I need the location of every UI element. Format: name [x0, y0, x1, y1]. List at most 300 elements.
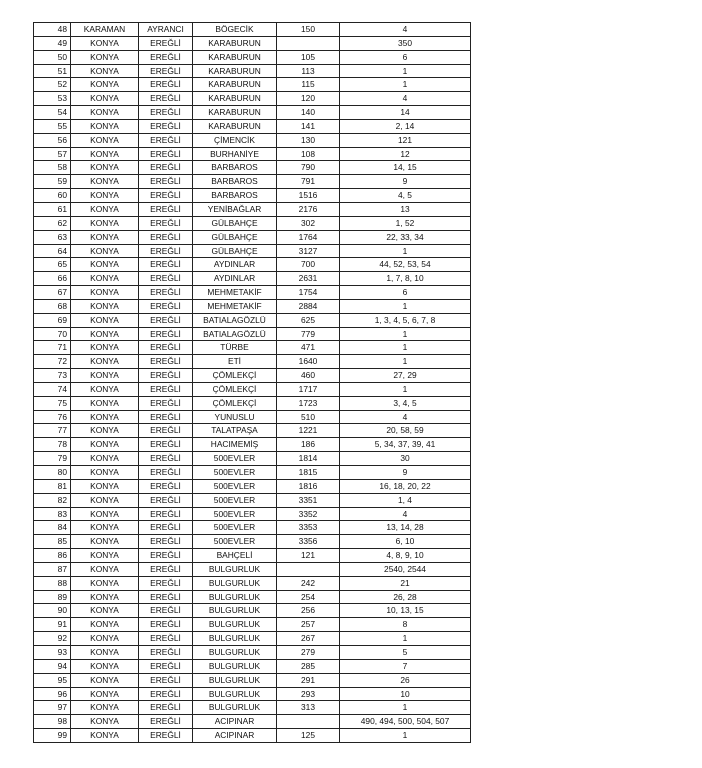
- table-row: [34, 576, 471, 590]
- province-cell: KONYA: [71, 299, 139, 313]
- district-cell: EREĞLİ: [139, 479, 193, 493]
- table-row: [34, 92, 471, 106]
- district-cell: EREĞLİ: [139, 715, 193, 729]
- row-number-cell: 85: [34, 535, 71, 549]
- parcel-cell: 13, 14, 28: [340, 521, 471, 535]
- parcel-cell: 1: [340, 701, 471, 715]
- province-cell: KONYA: [71, 645, 139, 659]
- parcel-cell: 30: [340, 452, 471, 466]
- province-cell: KONYA: [71, 507, 139, 521]
- row-number-cell: 95: [34, 673, 71, 687]
- province-cell: KONYA: [71, 216, 139, 230]
- block-cell: 790: [277, 161, 340, 175]
- row-number-cell: 80: [34, 466, 71, 480]
- neighborhood-cell: BURHANİYE: [193, 147, 277, 161]
- row-number-cell: 48: [34, 23, 71, 37]
- neighborhood-cell: KARABURUN: [193, 78, 277, 92]
- neighborhood-cell: TÜRBE: [193, 341, 277, 355]
- province-cell: KONYA: [71, 479, 139, 493]
- table-row: [34, 466, 471, 480]
- province-cell: KONYA: [71, 618, 139, 632]
- parcel-cell: 1: [340, 64, 471, 78]
- row-number-cell: 59: [34, 175, 71, 189]
- row-number-cell: 90: [34, 604, 71, 618]
- block-cell: 625: [277, 313, 340, 327]
- row-number-cell: 86: [34, 549, 71, 563]
- parcel-cell: 14: [340, 106, 471, 120]
- row-number-cell: 87: [34, 562, 71, 576]
- neighborhood-cell: YUNUSLU: [193, 410, 277, 424]
- neighborhood-cell: 500EVLER: [193, 493, 277, 507]
- neighborhood-cell: GÜLBAHÇE: [193, 244, 277, 258]
- block-cell: 115: [277, 78, 340, 92]
- table-row: [34, 410, 471, 424]
- block-cell: 3353: [277, 521, 340, 535]
- table-row: [34, 313, 471, 327]
- parcel-cell: 4, 5: [340, 189, 471, 203]
- table-row: [34, 382, 471, 396]
- block-cell: 113: [277, 64, 340, 78]
- parcel-cell: 14, 15: [340, 161, 471, 175]
- parcel-cell: 10, 13, 15: [340, 604, 471, 618]
- parcel-cell: 12: [340, 147, 471, 161]
- parcel-cell: 27, 29: [340, 369, 471, 383]
- parcel-cell: 4: [340, 92, 471, 106]
- row-number-cell: 68: [34, 299, 71, 313]
- neighborhood-cell: MEHMETAKİF: [193, 299, 277, 313]
- province-cell: KONYA: [71, 341, 139, 355]
- district-cell: EREĞLİ: [139, 687, 193, 701]
- neighborhood-cell: ACIPINAR: [193, 715, 277, 729]
- parcel-cell: 26, 28: [340, 590, 471, 604]
- province-cell: KARAMAN: [71, 23, 139, 37]
- row-number-cell: 93: [34, 645, 71, 659]
- province-cell: KONYA: [71, 272, 139, 286]
- block-cell: 140: [277, 106, 340, 120]
- row-number-cell: 65: [34, 258, 71, 272]
- province-cell: KONYA: [71, 230, 139, 244]
- table-row: [34, 119, 471, 133]
- province-cell: KONYA: [71, 424, 139, 438]
- neighborhood-cell: 500EVLER: [193, 507, 277, 521]
- block-cell: 1764: [277, 230, 340, 244]
- province-cell: KONYA: [71, 729, 139, 743]
- table-row: [34, 687, 471, 701]
- parcel-cell: 4: [340, 23, 471, 37]
- parcel-cell: 26: [340, 673, 471, 687]
- province-cell: KONYA: [71, 590, 139, 604]
- district-cell: EREĞLİ: [139, 119, 193, 133]
- neighborhood-cell: BAHÇELİ: [193, 549, 277, 563]
- row-number-cell: 98: [34, 715, 71, 729]
- block-cell: [277, 36, 340, 50]
- block-cell: 1814: [277, 452, 340, 466]
- province-cell: KONYA: [71, 521, 139, 535]
- table-row: [34, 438, 471, 452]
- block-cell: 3352: [277, 507, 340, 521]
- parcel-cell: 44, 52, 53, 54: [340, 258, 471, 272]
- parcel-cell: 1, 52: [340, 216, 471, 230]
- province-cell: KONYA: [71, 147, 139, 161]
- table-row: [34, 78, 471, 92]
- neighborhood-cell: BULGURLUK: [193, 645, 277, 659]
- parcel-cell: 1: [340, 78, 471, 92]
- table-row: [34, 327, 471, 341]
- district-cell: EREĞLİ: [139, 466, 193, 480]
- table-row: [34, 50, 471, 64]
- table-row: [34, 396, 471, 410]
- table-row: [34, 535, 471, 549]
- district-cell: EREĞLİ: [139, 452, 193, 466]
- block-cell: 510: [277, 410, 340, 424]
- parcel-cell: 8: [340, 618, 471, 632]
- province-cell: KONYA: [71, 382, 139, 396]
- block-cell: 313: [277, 701, 340, 715]
- neighborhood-cell: AYDINLAR: [193, 258, 277, 272]
- neighborhood-cell: BULGURLUK: [193, 604, 277, 618]
- block-cell: 3127: [277, 244, 340, 258]
- row-number-cell: 72: [34, 355, 71, 369]
- row-number-cell: 89: [34, 590, 71, 604]
- district-cell: EREĞLİ: [139, 92, 193, 106]
- neighborhood-cell: BARBAROS: [193, 175, 277, 189]
- table-row: [34, 715, 471, 729]
- district-cell: EREĞLİ: [139, 382, 193, 396]
- province-cell: KONYA: [71, 715, 139, 729]
- district-cell: EREĞLİ: [139, 258, 193, 272]
- block-cell: 302: [277, 216, 340, 230]
- province-cell: KONYA: [71, 396, 139, 410]
- row-number-cell: 96: [34, 687, 71, 701]
- row-number-cell: 55: [34, 119, 71, 133]
- row-number-cell: 64: [34, 244, 71, 258]
- row-number-cell: 92: [34, 632, 71, 646]
- row-number-cell: 67: [34, 286, 71, 300]
- neighborhood-cell: BULGURLUK: [193, 576, 277, 590]
- table-row: [34, 632, 471, 646]
- row-number-cell: 75: [34, 396, 71, 410]
- table-row: [34, 604, 471, 618]
- district-cell: EREĞLİ: [139, 216, 193, 230]
- district-cell: EREĞLİ: [139, 673, 193, 687]
- neighborhood-cell: KARABURUN: [193, 119, 277, 133]
- district-cell: EREĞLİ: [139, 313, 193, 327]
- parcel-cell: 2540, 2544: [340, 562, 471, 576]
- table-row: [34, 244, 471, 258]
- province-cell: KONYA: [71, 50, 139, 64]
- parcel-cell: 3, 4, 5: [340, 396, 471, 410]
- neighborhood-cell: ÇİMENCİK: [193, 133, 277, 147]
- table-row: [34, 590, 471, 604]
- parcel-cell: 6: [340, 286, 471, 300]
- block-cell: 1816: [277, 479, 340, 493]
- district-cell: EREĞLİ: [139, 632, 193, 646]
- neighborhood-cell: ETİ: [193, 355, 277, 369]
- district-cell: EREĞLİ: [139, 396, 193, 410]
- table-row: [34, 216, 471, 230]
- row-number-cell: 50: [34, 50, 71, 64]
- row-number-cell: 82: [34, 493, 71, 507]
- district-cell: EREĞLİ: [139, 341, 193, 355]
- table-row: [34, 175, 471, 189]
- block-cell: 141: [277, 119, 340, 133]
- parcel-cell: 490, 494, 500, 504, 507: [340, 715, 471, 729]
- parcel-table-container: [33, 22, 470, 743]
- province-cell: KONYA: [71, 576, 139, 590]
- table-row: [34, 36, 471, 50]
- block-cell: 121: [277, 549, 340, 563]
- province-cell: KONYA: [71, 701, 139, 715]
- block-cell: 257: [277, 618, 340, 632]
- row-number-cell: 62: [34, 216, 71, 230]
- province-cell: KONYA: [71, 369, 139, 383]
- row-number-cell: 78: [34, 438, 71, 452]
- district-cell: EREĞLİ: [139, 535, 193, 549]
- neighborhood-cell: BULGURLUK: [193, 590, 277, 604]
- row-number-cell: 61: [34, 202, 71, 216]
- district-cell: EREĞLİ: [139, 133, 193, 147]
- table-row: [34, 618, 471, 632]
- parcel-cell: 2, 14: [340, 119, 471, 133]
- district-cell: EREĞLİ: [139, 36, 193, 50]
- district-cell: AYRANCI: [139, 23, 193, 37]
- district-cell: EREĞLİ: [139, 701, 193, 715]
- parcel-cell: 4: [340, 507, 471, 521]
- neighborhood-cell: GÜLBAHÇE: [193, 216, 277, 230]
- row-number-cell: 79: [34, 452, 71, 466]
- table-row: [34, 729, 471, 743]
- row-number-cell: 99: [34, 729, 71, 743]
- parcel-cell: 5, 34, 37, 39, 41: [340, 438, 471, 452]
- district-cell: EREĞLİ: [139, 590, 193, 604]
- row-number-cell: 51: [34, 64, 71, 78]
- row-number-cell: 97: [34, 701, 71, 715]
- neighborhood-cell: 500EVLER: [193, 466, 277, 480]
- block-cell: 791: [277, 175, 340, 189]
- province-cell: KONYA: [71, 632, 139, 646]
- table-row: [34, 562, 471, 576]
- table-row: [34, 424, 471, 438]
- province-cell: KONYA: [71, 313, 139, 327]
- row-number-cell: 63: [34, 230, 71, 244]
- table-row: [34, 341, 471, 355]
- neighborhood-cell: BATIALAGÖZLÜ: [193, 313, 277, 327]
- province-cell: KONYA: [71, 687, 139, 701]
- neighborhood-cell: KARABURUN: [193, 92, 277, 106]
- block-cell: 1723: [277, 396, 340, 410]
- neighborhood-cell: ÇÖMLEKÇİ: [193, 382, 277, 396]
- province-cell: KONYA: [71, 161, 139, 175]
- neighborhood-cell: BARBAROS: [193, 161, 277, 175]
- parcel-cell: 6, 10: [340, 535, 471, 549]
- block-cell: 285: [277, 659, 340, 673]
- parcel-cell: 1: [340, 382, 471, 396]
- province-cell: KONYA: [71, 78, 139, 92]
- row-number-cell: 53: [34, 92, 71, 106]
- province-cell: KONYA: [71, 202, 139, 216]
- district-cell: EREĞLİ: [139, 618, 193, 632]
- row-number-cell: 84: [34, 521, 71, 535]
- parcel-cell: 1: [340, 327, 471, 341]
- province-cell: KONYA: [71, 258, 139, 272]
- table-row: [34, 507, 471, 521]
- block-cell: 256: [277, 604, 340, 618]
- parcel-cell: 5: [340, 645, 471, 659]
- parcel-cell: 9: [340, 466, 471, 480]
- table-row: [34, 272, 471, 286]
- district-cell: EREĞLİ: [139, 286, 193, 300]
- district-cell: EREĞLİ: [139, 369, 193, 383]
- province-cell: KONYA: [71, 604, 139, 618]
- table-row: [34, 23, 471, 37]
- block-cell: 267: [277, 632, 340, 646]
- district-cell: EREĞLİ: [139, 521, 193, 535]
- table-row: [34, 673, 471, 687]
- neighborhood-cell: BULGURLUK: [193, 562, 277, 576]
- table-row: [34, 64, 471, 78]
- neighborhood-cell: 500EVLER: [193, 535, 277, 549]
- district-cell: EREĞLİ: [139, 189, 193, 203]
- province-cell: KONYA: [71, 659, 139, 673]
- block-cell: 242: [277, 576, 340, 590]
- parcel-cell: 1: [340, 355, 471, 369]
- district-cell: EREĞLİ: [139, 299, 193, 313]
- row-number-cell: 60: [34, 189, 71, 203]
- district-cell: EREĞLİ: [139, 244, 193, 258]
- neighborhood-cell: BÖGECİK: [193, 23, 277, 37]
- parcel-cell: 4: [340, 410, 471, 424]
- block-cell: 1754: [277, 286, 340, 300]
- parcel-cell: 6: [340, 50, 471, 64]
- parcel-table-body: [34, 23, 471, 743]
- row-number-cell: 74: [34, 382, 71, 396]
- district-cell: EREĞLİ: [139, 355, 193, 369]
- block-cell: 291: [277, 673, 340, 687]
- block-cell: 700: [277, 258, 340, 272]
- province-cell: KONYA: [71, 535, 139, 549]
- neighborhood-cell: AYDINLAR: [193, 272, 277, 286]
- neighborhood-cell: BULGURLUK: [193, 618, 277, 632]
- parcel-cell: 4, 8, 9, 10: [340, 549, 471, 563]
- parcel-cell: 1: [340, 341, 471, 355]
- row-number-cell: 66: [34, 272, 71, 286]
- row-number-cell: 69: [34, 313, 71, 327]
- table-row: [34, 355, 471, 369]
- table-row: [34, 701, 471, 715]
- province-cell: KONYA: [71, 452, 139, 466]
- block-cell: 779: [277, 327, 340, 341]
- block-cell: 279: [277, 645, 340, 659]
- parcel-cell: 1, 3, 4, 5, 6, 7, 8: [340, 313, 471, 327]
- block-cell: 1221: [277, 424, 340, 438]
- parcel-cell: 1: [340, 632, 471, 646]
- table-row: [34, 147, 471, 161]
- table-row: [34, 299, 471, 313]
- parcel-cell: 1: [340, 729, 471, 743]
- block-cell: 2176: [277, 202, 340, 216]
- district-cell: EREĞLİ: [139, 729, 193, 743]
- parcel-table: [33, 22, 471, 743]
- neighborhood-cell: KARABURUN: [193, 50, 277, 64]
- province-cell: KONYA: [71, 673, 139, 687]
- district-cell: EREĞLİ: [139, 175, 193, 189]
- district-cell: EREĞLİ: [139, 106, 193, 120]
- block-cell: 2631: [277, 272, 340, 286]
- parcel-cell: 7: [340, 659, 471, 673]
- block-cell: 150: [277, 23, 340, 37]
- table-row: [34, 286, 471, 300]
- district-cell: EREĞLİ: [139, 410, 193, 424]
- row-number-cell: 94: [34, 659, 71, 673]
- neighborhood-cell: KARABURUN: [193, 36, 277, 50]
- district-cell: EREĞLİ: [139, 562, 193, 576]
- district-cell: EREĞLİ: [139, 424, 193, 438]
- row-number-cell: 88: [34, 576, 71, 590]
- table-row: [34, 230, 471, 244]
- neighborhood-cell: BULGURLUK: [193, 673, 277, 687]
- parcel-cell: 9: [340, 175, 471, 189]
- district-cell: EREĞLİ: [139, 161, 193, 175]
- district-cell: EREĞLİ: [139, 576, 193, 590]
- district-cell: EREĞLİ: [139, 493, 193, 507]
- parcel-cell: 1, 4: [340, 493, 471, 507]
- parcel-cell: 20, 58, 59: [340, 424, 471, 438]
- block-cell: 254: [277, 590, 340, 604]
- district-cell: EREĞLİ: [139, 327, 193, 341]
- province-cell: KONYA: [71, 133, 139, 147]
- table-row: [34, 258, 471, 272]
- parcel-cell: 350: [340, 36, 471, 50]
- parcel-cell: 1: [340, 299, 471, 313]
- neighborhood-cell: BULGURLUK: [193, 701, 277, 715]
- row-number-cell: 73: [34, 369, 71, 383]
- block-cell: 3351: [277, 493, 340, 507]
- table-row: [34, 452, 471, 466]
- district-cell: EREĞLİ: [139, 507, 193, 521]
- neighborhood-cell: ÇÖMLEKÇİ: [193, 369, 277, 383]
- province-cell: KONYA: [71, 119, 139, 133]
- row-number-cell: 58: [34, 161, 71, 175]
- district-cell: EREĞLİ: [139, 202, 193, 216]
- parcel-cell: 16, 18, 20, 22: [340, 479, 471, 493]
- table-row: [34, 493, 471, 507]
- block-cell: [277, 562, 340, 576]
- province-cell: KONYA: [71, 410, 139, 424]
- table-row: [34, 479, 471, 493]
- province-cell: KONYA: [71, 92, 139, 106]
- block-cell: [277, 715, 340, 729]
- row-number-cell: 56: [34, 133, 71, 147]
- table-row: [34, 549, 471, 563]
- district-cell: EREĞLİ: [139, 64, 193, 78]
- block-cell: 471: [277, 341, 340, 355]
- block-cell: 120: [277, 92, 340, 106]
- table-row: [34, 659, 471, 673]
- parcel-cell: 121: [340, 133, 471, 147]
- row-number-cell: 81: [34, 479, 71, 493]
- district-cell: EREĞLİ: [139, 272, 193, 286]
- block-cell: 105: [277, 50, 340, 64]
- province-cell: KONYA: [71, 562, 139, 576]
- district-cell: EREĞLİ: [139, 549, 193, 563]
- row-number-cell: 77: [34, 424, 71, 438]
- neighborhood-cell: BULGURLUK: [193, 632, 277, 646]
- table-row: [34, 189, 471, 203]
- neighborhood-cell: TALATPAŞA: [193, 424, 277, 438]
- block-cell: 108: [277, 147, 340, 161]
- province-cell: KONYA: [71, 549, 139, 563]
- neighborhood-cell: GÜLBAHÇE: [193, 230, 277, 244]
